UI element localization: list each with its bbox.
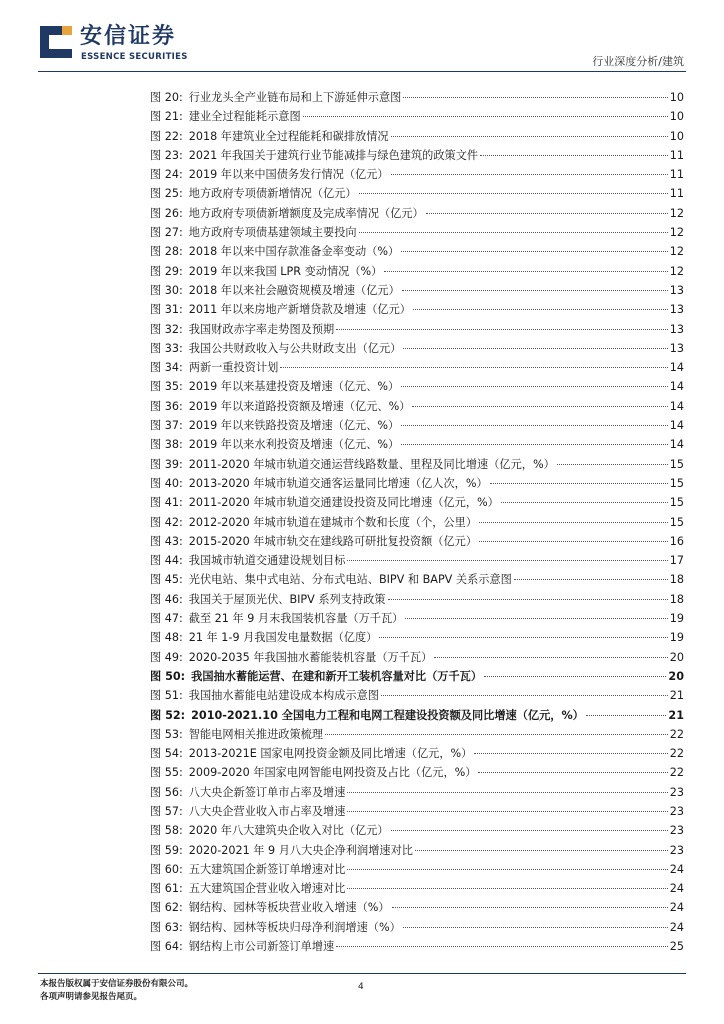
toc-leader-dots	[479, 541, 668, 542]
toc-leader-dots	[384, 271, 667, 272]
toc-page-number: 22	[669, 766, 684, 780]
toc-figure-title: 21 年 1-9 月我国发电量数据（亿度）	[188, 631, 378, 645]
toc-entry[interactable]	[150, 378, 684, 397]
toc-figure-number: 图 58:	[150, 824, 183, 838]
toc-figure-title: 我国抽水蓄能电站建设成本构成示意图	[188, 689, 379, 703]
toc-page-number: 12	[669, 245, 684, 259]
toc-page-number: 24	[669, 862, 684, 876]
toc-page-number: 10	[669, 129, 684, 143]
toc-figure-title: 2011-2020 年城市轨道交通运营线路数量、里程及同比增速（亿元，%）	[188, 457, 555, 471]
toc-figure-title: 我国城市轨道交通建设规划目标	[188, 554, 346, 568]
toc-figure-number: 图 42:	[150, 515, 183, 529]
toc-page-number: 11	[669, 168, 684, 182]
toc-entry[interactable]	[150, 205, 684, 224]
toc-entry[interactable]	[150, 764, 684, 783]
toc-figure-number: 图 52:	[150, 708, 186, 722]
toc-figure-title: 地方政府专项债新增额度及完成率情况（亿元）	[188, 206, 424, 220]
toc-figure-title: 2020-2035 年我国抽水蓄能装机容量（万千瓦）	[188, 650, 433, 664]
toc-page-number: 13	[669, 303, 684, 317]
toc-figure-title: 我国公共财政收入与公共财政支出（亿元）	[188, 341, 402, 355]
toc-figure-title: 2019 年以来水利投资及增速（亿元、%）	[188, 438, 400, 452]
toc-figure-title: 2012-2020 年城市轨道在建城市个数和长度（个，公里）	[188, 515, 478, 529]
toc-figure-number: 图 27:	[150, 226, 183, 240]
toc-leader-dots	[403, 97, 667, 98]
toc-entry[interactable]	[150, 803, 684, 822]
toc-page-number: 18	[669, 573, 684, 587]
toc-leader-dots	[402, 290, 668, 291]
toc-entry[interactable]	[150, 340, 684, 359]
toc-leader-dots	[336, 946, 668, 947]
toc-page-number: 15	[669, 496, 684, 510]
toc-figure-number: 图 23:	[150, 148, 183, 162]
toc-figure-title: 截至 21 年 9 月末我国装机容量（万千瓦）	[188, 612, 404, 626]
toc-page-number: 12	[669, 206, 684, 220]
toc-figure-number: 图 51:	[150, 689, 183, 703]
toc-figure-title: 两新一重投资计划	[188, 361, 279, 375]
page-number: 4	[358, 982, 364, 992]
toc-figure-number: 图 35:	[150, 380, 183, 394]
toc-entry[interactable]	[150, 514, 684, 533]
toc-figure-title: 八大央企营业收入市占率及增速	[188, 804, 346, 818]
toc-figure-number: 图 33:	[150, 341, 183, 355]
toc-figure-title: 八大央企新签订单市占率及增速	[188, 785, 346, 799]
toc-figure-number: 图 34:	[150, 361, 183, 375]
toc-figure-number: 图 39:	[150, 457, 183, 471]
toc-figure-title: 2019 年以来铁路投资及增速（亿元、%）	[188, 419, 400, 433]
toc-entry[interactable]	[150, 591, 684, 610]
toc-figure-title: 2019 年以来中国债务发行情况（亿元）	[188, 168, 389, 182]
toc-page-number: 11	[669, 148, 684, 162]
toc-figure-number: 图 56:	[150, 785, 183, 799]
toc-page-number: 15	[669, 476, 684, 490]
toc-entry[interactable]	[150, 899, 684, 918]
toc-figure-title: 2020 年八大建筑央企收入对比（亿元）	[188, 824, 389, 838]
toc-leader-dots	[347, 888, 667, 889]
toc-figure-number: 图 50:	[150, 669, 186, 683]
toc-page-number: 14	[669, 399, 684, 413]
toc-figure-number: 图 21:	[150, 110, 183, 124]
toc-figure-title: 2019 年以来基建投资及增速（亿元、%）	[188, 380, 400, 394]
toc-figure-number: 图 22:	[150, 129, 183, 143]
toc-leader-dots	[412, 406, 667, 407]
toc-entry[interactable]	[150, 629, 684, 648]
toc-entry[interactable]	[150, 745, 684, 764]
toc-figure-title: 地方政府专项债新增情况（亿元）	[188, 187, 357, 201]
toc-page-number: 24	[669, 920, 684, 934]
toc-figure-title: 钢结构上市公司新签订单增速	[188, 940, 335, 954]
toc-figure-number: 图 28:	[150, 245, 183, 259]
toc-figure-number: 图 59:	[150, 843, 183, 857]
report-type: 行业深度分析/建筑	[592, 55, 684, 68]
toc-page-number: 12	[669, 264, 684, 278]
toc-figure-title: 建业全过程能耗示意图	[188, 110, 301, 124]
toc-figure-title: 我国关于屋顶光伏、BIPV 系列支持政策	[188, 592, 386, 606]
toc-page-number: 14	[669, 361, 684, 375]
toc-figure-number: 图 63:	[150, 920, 183, 934]
toc-entry[interactable]	[150, 610, 684, 629]
toc-leader-dots	[501, 502, 668, 503]
toc-entry[interactable]	[150, 649, 684, 668]
toc-figure-title: 行业龙头全产业链布局和上下游延伸示意图	[188, 91, 402, 104]
toc-leader-dots	[514, 579, 668, 580]
toc-page-number: 22	[669, 747, 684, 761]
toc-leader-dots	[391, 830, 668, 831]
toc-entry[interactable]	[150, 842, 684, 861]
toc-page-number: 24	[669, 882, 684, 896]
toc-leader-dots	[403, 348, 667, 349]
toc-page-number: 23	[669, 785, 684, 799]
toc-figure-number: 图 24:	[150, 168, 183, 182]
toc-figure-title: 2011 年以来房地产新增贷款及增速（亿元）	[188, 303, 411, 317]
toc-figure-title: 智能电网相关推进政策梳理	[188, 727, 324, 741]
toc-page-number: 18	[669, 592, 684, 606]
toc-page-number: 14	[669, 419, 684, 433]
toc-figure-number: 图 45:	[150, 573, 183, 587]
toc-leader-dots	[347, 792, 667, 793]
toc-figure-title: 2015-2020 年城市轨交在建线路可研批复投资额（亿元）	[188, 534, 478, 548]
toc-leader-dots	[474, 753, 667, 754]
toc-entry[interactable]	[150, 301, 684, 320]
toc-entry[interactable]	[150, 494, 684, 513]
toc-figure-number: 图 48:	[150, 631, 183, 645]
toc-figure-title: 2013-2021E 国家电网投资金额及同比增速（亿元，%）	[188, 747, 473, 761]
toc-leader-dots	[391, 174, 668, 175]
toc-entry[interactable]	[150, 108, 684, 127]
toc-figure-number: 图 29:	[150, 264, 183, 278]
toc-entry[interactable]	[150, 707, 684, 726]
toc-leader-dots	[479, 522, 668, 523]
toc-figure-title: 我国抽水蓄能运营、在建和新开工装机容量对比（万千瓦）	[191, 669, 483, 683]
toc-page-number: 19	[669, 612, 684, 626]
toc-page-number: 17	[669, 554, 684, 568]
copyright-line-1: 本报告版权属于安信证券股份有限公司。	[40, 979, 194, 989]
toc-leader-dots	[403, 927, 668, 928]
toc-leader-dots	[392, 907, 668, 908]
toc-entry[interactable]	[150, 185, 684, 204]
toc-leader-dots	[478, 772, 667, 773]
toc-entry[interactable]	[150, 880, 684, 899]
toc-leader-dots	[347, 811, 667, 812]
toc-figure-title: 2020-2021 年 9 月八大央企净利润增速对比	[188, 843, 413, 857]
toc-leader-dots	[325, 734, 668, 735]
toc-entry[interactable]	[150, 456, 684, 475]
toc-page-number: 13	[669, 283, 684, 297]
toc-leader-dots	[415, 850, 668, 851]
toc-figure-number: 图 20:	[150, 91, 183, 104]
toc-leader-dots	[359, 232, 668, 233]
toc-page-number: 14	[669, 438, 684, 452]
toc-figure-number: 图 36:	[150, 399, 183, 413]
toc-entry[interactable]	[150, 417, 684, 436]
toc-entry[interactable]	[150, 282, 684, 301]
toc-entry[interactable]	[150, 919, 684, 938]
toc-entry[interactable]	[150, 687, 684, 706]
toc-figure-title: 我国财政赤字率走势图及预期	[188, 322, 335, 336]
toc-leader-dots	[379, 637, 667, 638]
toc-figure-number: 图 57:	[150, 804, 183, 818]
toc-figure-title: 钢结构、园林等板块营业收入增速（%）	[188, 901, 390, 915]
toc-entry[interactable]	[150, 784, 684, 803]
toc-entry[interactable]	[150, 263, 684, 282]
toc-entry[interactable]	[150, 436, 684, 455]
toc-figure-number: 图 31:	[150, 303, 183, 317]
toc-leader-dots	[480, 155, 668, 156]
toc-page-number: 10	[669, 91, 684, 104]
toc-entry[interactable]	[150, 571, 684, 590]
page-header	[0, 0, 724, 72]
toc-figure-number: 图 62:	[150, 901, 183, 915]
toc-page-number: 20	[668, 669, 684, 683]
toc-figure-title: 2021 年我国关于建筑行业节能减排与绿色建筑的政策文件	[188, 148, 479, 162]
footer-divider	[38, 973, 686, 974]
toc-figure-title: 钢结构、园林等板块归母净利润增速（%）	[188, 920, 401, 934]
toc-figure-title: 五大建筑国企营业收入增速对比	[188, 882, 346, 896]
toc-figure-title: 2018 年建筑业全过程能耗和碳排放情况	[188, 129, 389, 143]
toc-entry[interactable]	[150, 224, 684, 243]
toc-figure-number: 图 53:	[150, 727, 183, 741]
toc-figure-number: 图 60:	[150, 862, 183, 876]
toc-entry[interactable]	[150, 938, 684, 957]
toc-entry[interactable]	[150, 533, 684, 552]
toc-figure-number: 图 44:	[150, 554, 183, 568]
toc-entry[interactable]	[150, 822, 684, 841]
toc-figure-title: 光伏电站、集中式电站、分布式电站、BIPV 和 BAPV 关系示意图	[188, 573, 512, 587]
toc-entry[interactable]	[150, 128, 684, 147]
toc-entry[interactable]	[150, 552, 684, 571]
toc-page-number: 23	[669, 824, 684, 838]
toc-page-number: 15	[669, 515, 684, 529]
essence-logo-icon	[40, 26, 72, 58]
toc-leader-dots	[434, 657, 667, 658]
toc-page-number: 19	[669, 631, 684, 645]
toc-leader-dots	[557, 464, 668, 465]
toc-figure-number: 图 49:	[150, 650, 183, 664]
toc-leader-dots	[359, 193, 668, 194]
toc-figure-title: 地方政府专项债基建领域主要投向	[188, 226, 357, 240]
toc-figure-number: 图 25:	[150, 187, 183, 201]
toc-entry[interactable]	[150, 243, 684, 262]
toc-leader-dots	[490, 483, 668, 484]
toc-figure-number: 图 54:	[150, 747, 183, 761]
toc-leader-dots	[484, 676, 666, 677]
toc-leader-dots	[426, 213, 668, 214]
toc-leader-dots	[401, 251, 668, 252]
toc-entry[interactable]	[150, 861, 684, 880]
toc-leader-dots	[401, 386, 668, 387]
toc-leader-dots	[391, 136, 668, 137]
toc-entry[interactable]	[150, 726, 684, 745]
toc-figure-number: 图 41:	[150, 496, 183, 510]
toc-page-number: 22	[669, 727, 684, 741]
copyright-note	[40, 978, 193, 1004]
toc-page-number: 13	[669, 322, 684, 336]
toc-page-number: 23	[669, 804, 684, 818]
brand-name-cn: 安信证券	[80, 24, 177, 49]
toc-leader-dots	[405, 618, 667, 619]
toc-entry[interactable]	[150, 668, 684, 687]
toc-page-number: 16	[669, 534, 684, 548]
toc-figure-title: 2018 年以来社会融资规模及增速（亿元）	[188, 283, 400, 297]
toc-figure-number: 图 26:	[150, 206, 183, 220]
toc-entry[interactable]	[150, 359, 684, 378]
toc-leader-dots	[413, 309, 668, 310]
toc-entry[interactable]	[150, 321, 684, 340]
toc-figure-title: 2013-2020 年城市轨道交通客运量同比增速（亿人次，%）	[188, 476, 488, 490]
toc-figure-title: 2018 年以来中国存款准备金率变动（%）	[188, 245, 400, 259]
toc-figure-number: 图 40:	[150, 476, 183, 490]
toc-figure-number: 图 61:	[150, 882, 183, 896]
toc-page-number: 23	[669, 843, 684, 857]
toc-entry[interactable]	[150, 398, 684, 417]
toc-page-number: 12	[669, 226, 684, 240]
toc-figure-number: 图 55:	[150, 766, 183, 780]
toc-page-number: 20	[669, 650, 684, 664]
brand-name-en: ESSENCE SECURITIES	[81, 52, 188, 62]
toc-page-number: 25	[669, 940, 684, 954]
header-divider	[38, 71, 686, 72]
toc-figure-number: 图 46:	[150, 592, 183, 606]
toc-figure-title: 2009-2020 年国家电网智能电网投资及占比（亿元，%）	[188, 766, 477, 780]
toc-figure-title: 2011-2020 年城市轨道交通建设投资及同比增速（亿元，%）	[188, 496, 499, 510]
toc-leader-dots	[381, 695, 668, 696]
toc-figure-title: 2019 年以来我国 LPR 变动情况（%）	[188, 264, 383, 278]
toc-figure-title: 五大建筑国企新签订单增速对比	[188, 862, 346, 876]
toc-leader-dots	[280, 367, 667, 368]
toc-entry[interactable]	[150, 147, 684, 166]
toc-figure-title: 2019 年以来道路投资额及增速（亿元、%）	[188, 399, 411, 413]
toc-page-number: 21	[669, 689, 684, 703]
toc-leader-dots	[401, 444, 668, 445]
copyright-line-2: 各项声明请参见报告尾页。	[40, 992, 143, 1002]
toc-leader-dots	[347, 869, 667, 870]
toc-figure-number: 图 37:	[150, 419, 183, 433]
toc-page-number: 10	[669, 110, 684, 124]
toc-figure-number: 图 64:	[150, 940, 183, 954]
toc-page-number: 21	[668, 708, 684, 722]
toc-leader-dots	[303, 116, 668, 117]
toc-leader-dots	[388, 599, 668, 600]
toc-page-number: 14	[669, 380, 684, 394]
toc-figure-title: 2010-2021.10 全国电力工程和电网工程建设投资额及同比增速（亿元，%）	[191, 708, 584, 722]
toc-leader-dots	[401, 425, 668, 426]
toc-leader-dots	[347, 560, 667, 561]
toc-figure-number: 图 30:	[150, 283, 183, 297]
toc-figure-number: 图 43:	[150, 534, 183, 548]
toc-leader-dots	[336, 329, 668, 330]
toc-page-number: 15	[669, 457, 684, 471]
toc-figure-number: 图 47:	[150, 612, 183, 626]
toc-figure-number: 图 38:	[150, 438, 183, 452]
toc-entry[interactable]	[150, 475, 684, 494]
toc-entry[interactable]	[150, 166, 684, 185]
figure-index	[150, 89, 684, 957]
toc-page-number: 13	[669, 341, 684, 355]
toc-page-number: 11	[669, 187, 684, 201]
toc-figure-number: 图 32:	[150, 322, 183, 336]
toc-leader-dots	[586, 715, 667, 716]
toc-page-number: 24	[669, 901, 684, 915]
toc-entry[interactable]	[150, 89, 684, 108]
